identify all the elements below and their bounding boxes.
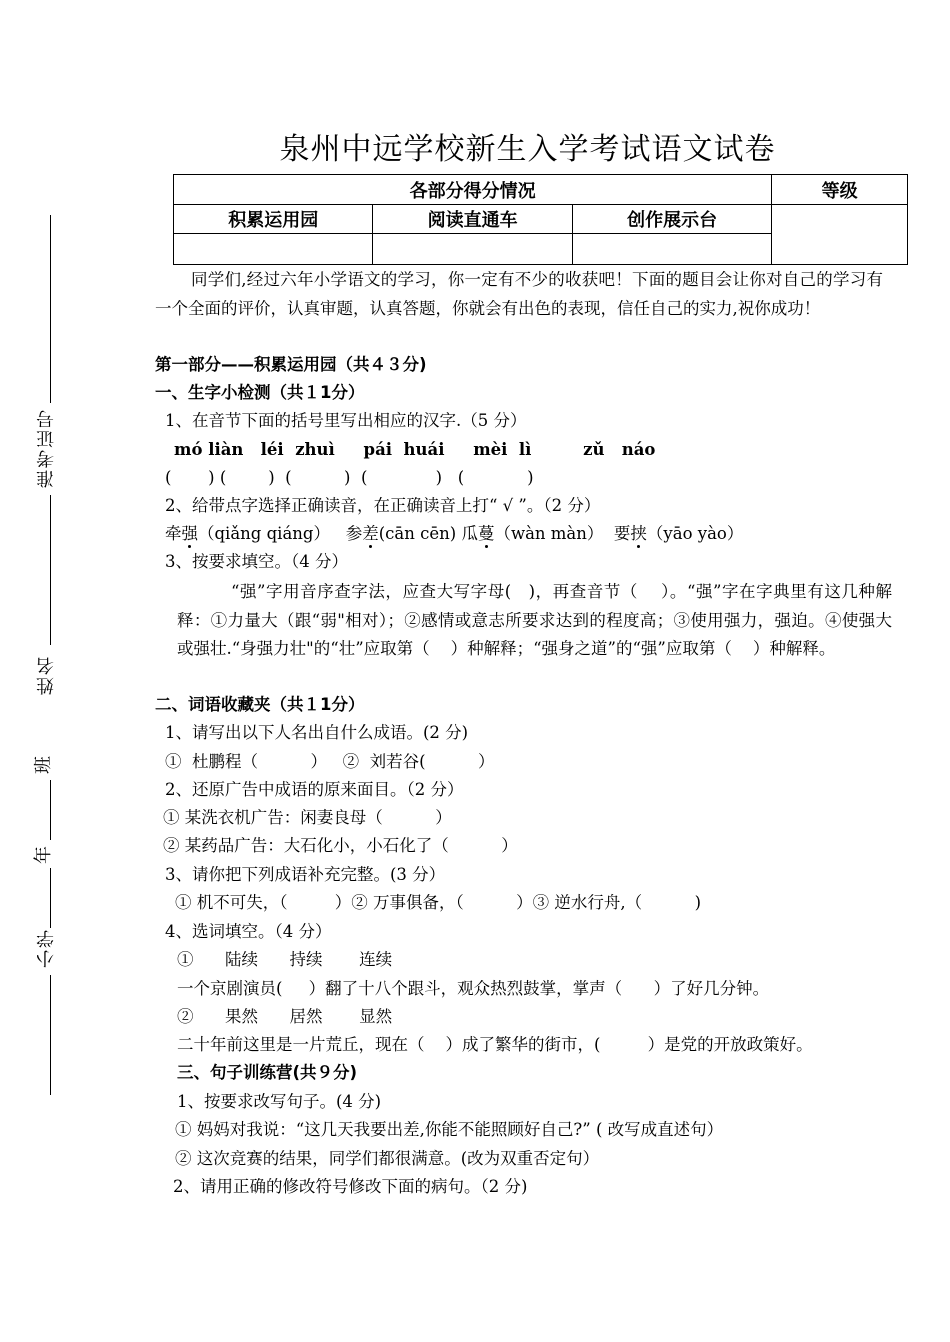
grade-cell[interactable] [772, 205, 908, 265]
s1-pinyin: mó liàn léi zhuì pái huái mèi lì zǔ náo [174, 440, 656, 459]
score-cell-1[interactable] [174, 234, 373, 265]
s2-q2: 2、还原广告中成语的原来面目。（2 分） [165, 780, 464, 799]
reading-item-4[interactable]: 要挟（yāo yào） [613, 524, 744, 543]
dotted-char: 差 [362, 524, 379, 543]
score-table-header: 各部分得分情况 [174, 175, 772, 205]
side-label-grade: 年 [33, 846, 54, 864]
s3-q1-b: ② 这次竞赛的结果，同学们都很满意。(改为双重否定句） [175, 1149, 600, 1168]
s1-heading: 一、生字小检测（共１1分） [155, 383, 365, 402]
s1-q2: 2、给带点字选择正确读音，在正确读音上打“ √ ”。（2 分） [165, 496, 601, 515]
reading-item-2[interactable]: 参差(cān cēn) [345, 524, 457, 543]
reading-item-3[interactable]: 瓜蔓（wàn màn） [461, 524, 604, 543]
s3-heading: 三、句子训练营(共９分) [177, 1063, 358, 1082]
s2-q1: 1、请写出以下人名出自什么成语。(2 分) [165, 723, 469, 742]
s2-q4-sentence1[interactable]: 一个京剧演员( ）翻了十八个跟斗，观众热烈鼓掌，掌声（ ）了好几分钟。 [177, 979, 770, 998]
s3-q1-a: ① 妈妈对我说：“这几天我要出差,你能不能照顾好自己?” ( 改写成直述句） [175, 1120, 724, 1139]
dotted-char: 蔓 [477, 524, 495, 543]
s1-q3: 3、按要求填空。（4 分） [165, 552, 348, 571]
side-rule-top [50, 215, 51, 403]
s1-q2-items [165, 524, 743, 544]
score-section-1: 积累运用园 [174, 205, 373, 234]
score-table-grade: 等级 [772, 175, 908, 205]
dotted-char: 强 [181, 524, 198, 543]
dotted-char: 挟 [630, 524, 647, 543]
reading-item-1[interactable]: 牵强（qiǎng qiáng） [165, 524, 330, 543]
s2-heading: 二、词语收藏夹（共１1分） [155, 695, 365, 714]
side-rule-class [50, 780, 51, 840]
side-rule-grade [50, 868, 51, 928]
side-label-exam-id: 准考证号 [36, 408, 57, 488]
exam-title: 泉州中远学校新生入学考试语文试卷 [279, 132, 776, 167]
s2-q3: 3、请你把下列成语补充完整。(3 分） [165, 865, 446, 884]
s1-brackets[interactable]: ( ) ( ) ( ) ( ) ( ) [165, 468, 534, 487]
side-rule-bottom [50, 975, 51, 1095]
s2-q2-b[interactable]: ② 某药品广告：大石化小，小石化了（ ） [163, 836, 518, 855]
score-cell-2[interactable] [373, 234, 572, 265]
s1-q1: 1、在音节下面的括号里写出相应的汉字.（5 分） [165, 411, 527, 430]
part1-heading: 第一部分——积累运用园（共４３分) [155, 355, 427, 374]
side-label-name: 姓名 [36, 655, 57, 695]
s1-q3-text: “强”字用音序查字法，应查大写字母( )，再查音节（ ）。“强”字在字典里有这几种解释：①力量大（跟“弱"相对）；②感情或意志所要求达到的程度高；③使用强力，强迫。④使强大或强壮.“身强力壮"的“壮”应取第（ ）种解释；“强身之道”的“强”应取第（ ）种解释。 [177, 582, 892, 658]
score-table [173, 174, 908, 265]
s2-q4-sentence2[interactable]: 二十年前这里是一片荒丘，现在（ ）成了繁华的街市，( ）是党的开放政策好。 [177, 1035, 813, 1054]
side-label-class: 班 [33, 756, 54, 774]
side-rule-exam-id [50, 495, 51, 645]
s2-q1-items[interactable]: ① 杜鹏程（ ） ② 刘若谷( ） [165, 752, 495, 771]
s2-q4-words2: ② 果然 居然 显然 [177, 1007, 393, 1026]
score-section-2: 阅读直通车 [373, 205, 572, 234]
s2-q4: 4、选词填空。（4 分） [165, 922, 332, 941]
s2-q3-items[interactable]: ① 机不可失，（ ）② 万事俱备，（ ）③ 逆水行舟,（ ) [175, 893, 702, 912]
s3-q1: 1、按要求改写句子。(4 分) [177, 1092, 382, 1111]
s2-q4-words1: ① 陆续 持续 连续 [177, 950, 393, 969]
score-section-3: 创作展示台 [572, 205, 771, 234]
score-cell-3[interactable] [572, 234, 771, 265]
intro-paragraph: 同学们,经过六年小学语文的学习，你一定有不少的收获吧！下面的题目会让你对自己的学习有一个全面的评价，认真审题，认真答题，你就会有出色的表现，信任自己的实力,祝你成功！ [155, 270, 883, 318]
s2-q2-a[interactable]: ① 某洗衣机广告：闲妻良母（ ） [163, 808, 452, 827]
side-label-school: 小学 [36, 928, 57, 968]
s3-q2: 2、请用正确的修改符号修改下面的病句。（2 分) [173, 1177, 528, 1196]
